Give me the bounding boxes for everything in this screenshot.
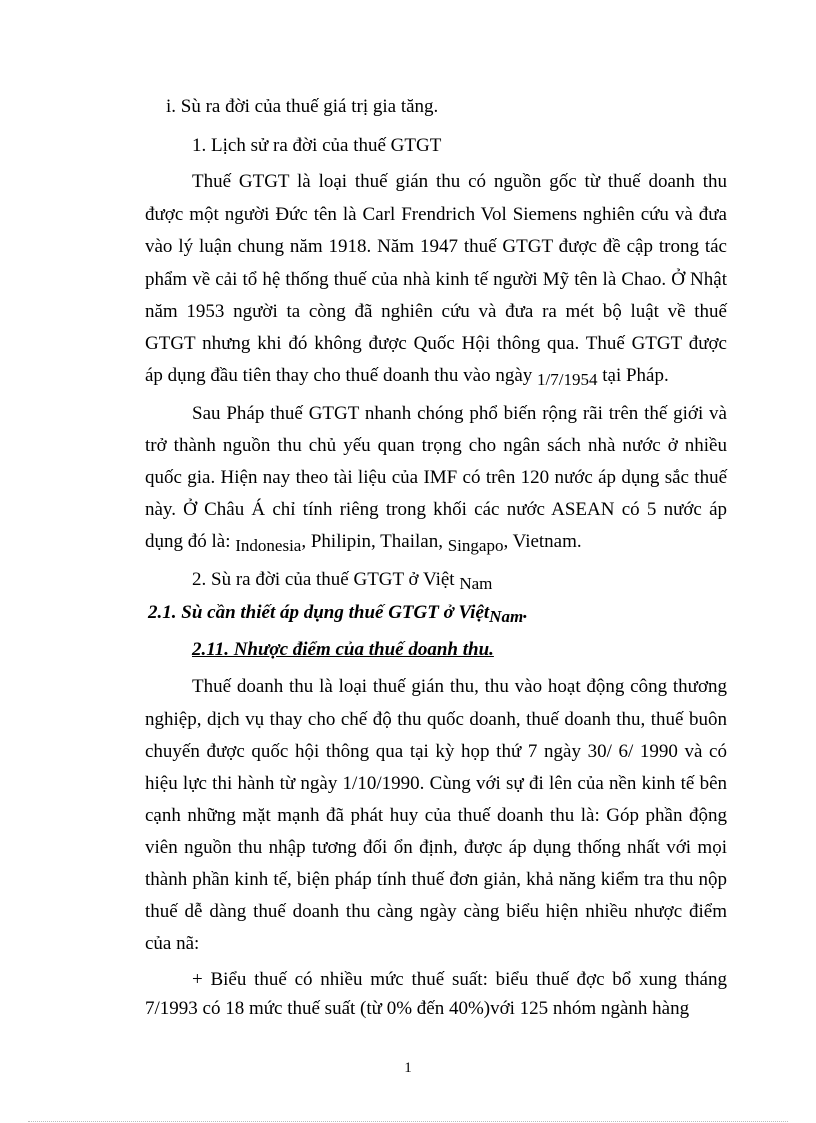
para2-line4: này. Ở Châu Á chỉ tính riêng trong khối các nước ASEAN có 5 nước áp — [145, 499, 727, 520]
para2-line5-start: dụng đó là: — [145, 531, 231, 552]
heading-2-1 — [148, 601, 730, 625]
page-number: 1 — [404, 1060, 412, 1076]
date-1954: 1/7/1954 — [537, 370, 598, 389]
para1-line7-start: áp dụng đầu tiên thay cho thuế doanh thu vào ngày — [145, 365, 533, 386]
para1-line1: Thuế GTGT là loại thuế gián thu có nguồn gốc từ thuế doanh thu — [192, 171, 727, 192]
heading-2-1-dot: . — [523, 602, 528, 623]
heading-2-1-nam: Nam — [489, 607, 524, 626]
countries-middle: , Philipin, Thailan, — [301, 531, 443, 552]
country-vietnam: , Vietnam. — [503, 531, 582, 552]
heading-vietnam-origin-text: 2. Sù ra đời của thuế GTGT ở Việt — [192, 569, 455, 590]
para1-line7-end: tại Pháp. — [602, 365, 669, 386]
para2-line1: Sau Pháp thuế GTGT nhanh chóng phổ biến rộng rãi trên thế giới và — [192, 403, 727, 424]
heading-vietnam-origin-nam: Nam — [459, 574, 493, 593]
para1-line2: được một người Đức tên là Carl Frendrich Vol Siemens nghiên cứu và đưa — [145, 204, 727, 225]
para3-line2: nghiệp, dịch vụ thay cho chế độ thu quốc doanh, thuế doanh thu, thuế buôn — [145, 709, 727, 730]
para1-line7 — [145, 364, 727, 388]
para3-line6: viên nguồn thu nhập tương đối ổn định, được áp dụng thống nhất với mọi — [145, 837, 727, 858]
heading-vietnam-origin — [192, 568, 774, 592]
para3-line8: thuế dễ dàng thuế doanh thu càng ngày càng biểu hiện nhiều nhược điểm — [145, 901, 727, 922]
para2-line5 — [145, 530, 727, 554]
para1-line6: GTGT nhưng khi đó không được Quốc Hội thông qua. Thuế GTGT được — [145, 333, 727, 354]
para1-line4: phẩm về cải tổ hệ thống thuế của nhà kinh tế người Mỹ tên là Chao. Ở Nhật — [145, 269, 727, 290]
para4-line1: + Biểu thuế có nhiều mức thuế suất: biểu thuế đợc bổ xung tháng — [192, 969, 727, 990]
heading-section-i: i. Sù ra đời của thuế giá trị gia tăng. — [166, 96, 439, 117]
para3-line5: cạnh những mặt mạnh đã phát huy của thuế doanh thu là: Góp phần động — [145, 805, 727, 826]
para3-line4: hiệu lực thi hành từ ngày 1/10/1990. Cùng với sự đi lên của nền kinh tế bên — [145, 773, 727, 794]
para1-line3: vào lý luận chung năm 1918. Năm 1947 thuế GTGT được đề cập trong tác — [145, 236, 727, 257]
country-singapo: Singapo — [447, 536, 504, 555]
heading-2-1-text: 2.1. Sù cần thiết áp dụng thuế GTGT ở Việt — [148, 602, 490, 623]
para3-line1: Thuế doanh thu là loại thuế gián thu, thu vào hoạt động công thương — [192, 676, 727, 697]
heading-history: 1. Lịch sử ra đời của thuế GTGT — [192, 135, 442, 156]
para2-line2: trở thành nguồn thu chủ yếu quan trọng cho ngân sách nhà nước ở nhiều — [145, 435, 727, 456]
para3-line3: chuyến được quốc hội thông qua tại kỳ họp thứ 7 ngày 30/ 6/ 1990 và có — [145, 741, 727, 762]
heading-2-11: 2.11. Nhược điểm của thuế doanh thu. — [192, 639, 494, 660]
page-bottom-divider — [28, 1121, 788, 1122]
para4-line2: 7/1993 có 18 mức thuế suất (từ 0% đến 40%)với 125 nhóm ngành hàng — [145, 998, 690, 1019]
para2-line3: quốc gia. Hiện nay theo tài liệu của IMF có trên 120 nước áp dụng sắc thuế — [145, 467, 727, 488]
country-indonesia: Indonesia — [235, 536, 302, 555]
para1-line5: năm 1953 người ta còng đã nghiên cứu và đưa ra mét bộ luật về thuế — [145, 301, 727, 322]
para3-line7: thành phần kinh tế, biện pháp tính thuế đơn giản, khả năng kiểm tra thu nộp — [145, 869, 727, 890]
para3-line9: của nã: — [145, 933, 200, 954]
